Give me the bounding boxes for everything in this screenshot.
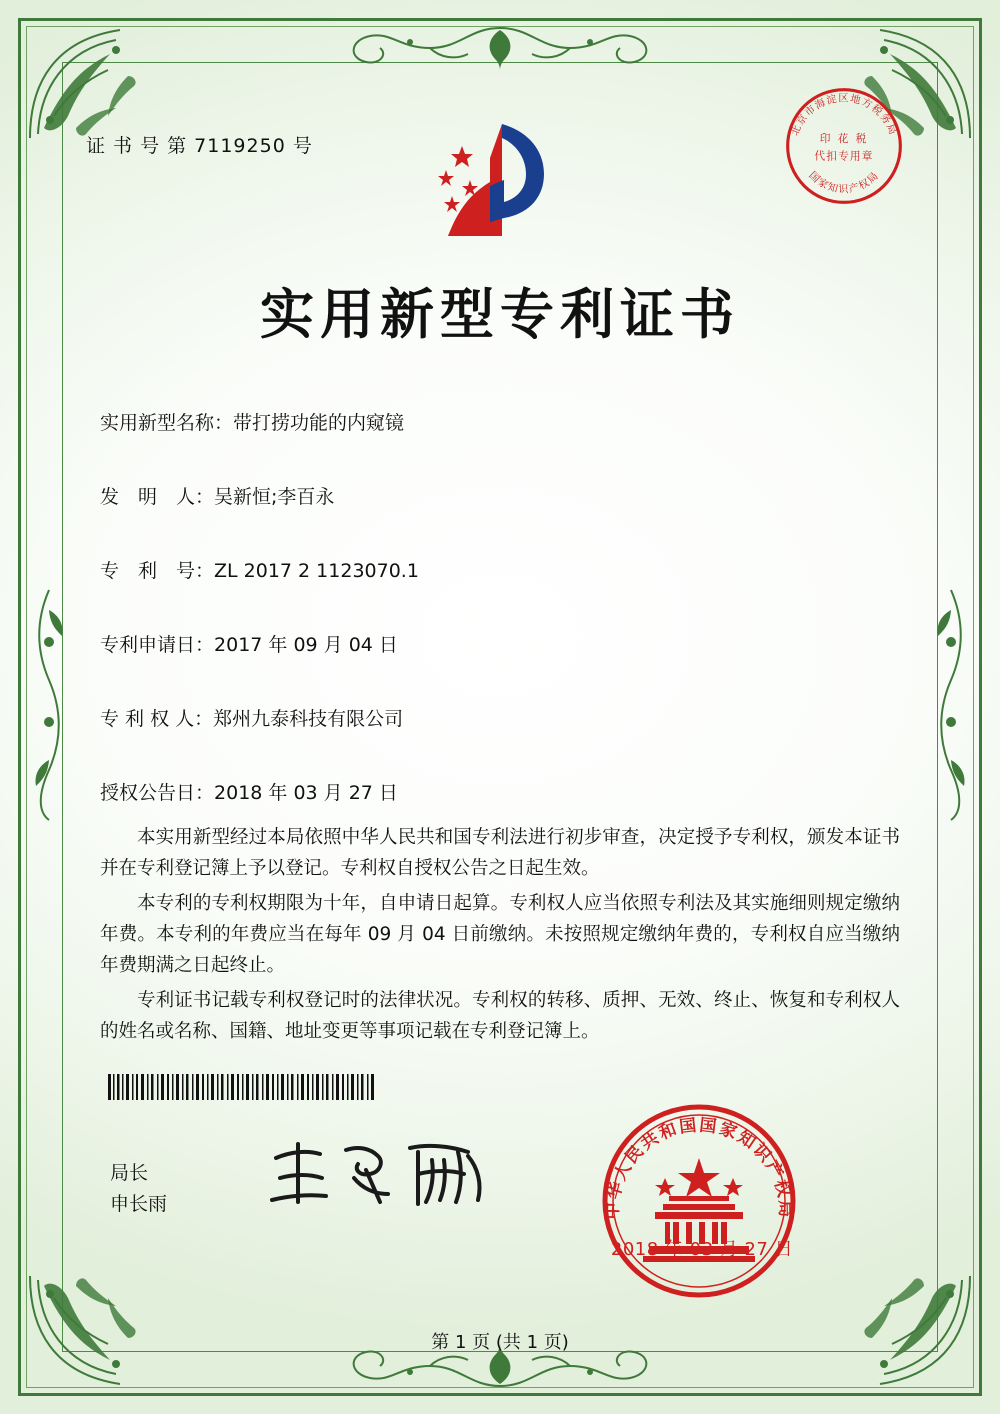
- page-number-footer: 第 1 页 (共 1 页): [431, 1332, 569, 1353]
- paragraph-term-and-fees: 本专利的专利权期限为十年，自申请日起算。专利权人应当依照专利法及其实施细则规定缴纳年费。本专利的年费应当在每年 09 月 04 日前缴纳。未按照规定缴纳年费的，专利权自应当缴纳年费期满之日起终止。: [100, 893, 900, 976]
- tax-stamp-icon: [776, 78, 912, 214]
- field-label: 发 明 人：: [100, 486, 215, 508]
- svg-text:北京市海淀区地方税务局: 北京市海淀区地方税务局: [789, 93, 899, 138]
- ornament-top: [300, 20, 700, 76]
- field-value: ZL 2017 2 1123070.1: [214, 560, 419, 582]
- handwritten-signature: [262, 1130, 492, 1220]
- svg-text:代扣专用章: 代扣专用章: [814, 149, 874, 163]
- field-label: 专利申请日：: [100, 634, 215, 656]
- field-label: 专 利 权 人：: [100, 708, 214, 730]
- legal-text: [100, 822, 900, 1051]
- field-application-date: [100, 630, 900, 657]
- field-label: 授权公告日：: [100, 782, 215, 804]
- side-ornament-right: [928, 580, 974, 830]
- barcode-icon: [108, 1074, 376, 1100]
- field-patent-number: [100, 556, 900, 583]
- paragraph-grant: 本实用新型经过本局依照中华人民共和国专利法进行初步审查，决定授予专利权，颁发本证书并在专利登记簿上予以登记。专利权自授权公告之日起生效。: [100, 827, 900, 879]
- field-value: 郑州九泰科技有限公司: [213, 708, 404, 730]
- director-title: 局长: [110, 1162, 149, 1184]
- field-patentee: [100, 704, 900, 731]
- corner-ornament-top-left: [24, 24, 144, 144]
- page-title: 实用新型专利证书: [260, 283, 740, 346]
- field-utility-model-name: [100, 408, 900, 435]
- seal-date: 2018 年 03 月 27 日: [610, 1239, 794, 1260]
- patent-logo-icon: [418, 118, 568, 248]
- svg-text:印 花 税: 印 花 税: [819, 132, 869, 146]
- side-ornament-left: [26, 580, 72, 830]
- svg-text:国家知识产权局: 国家知识产权局: [806, 170, 882, 196]
- field-value: 带打捞功能的内窥镜: [233, 412, 405, 434]
- field-value: 2017 年 09 月 04 日: [214, 634, 398, 656]
- director-name: 申长雨: [110, 1193, 168, 1215]
- director-block: [110, 1158, 167, 1220]
- field-value: 吴新恒;李百永: [214, 486, 335, 508]
- certificate-number: 证 书 号 第 7119250 号: [86, 135, 313, 157]
- field-label: 实用新型名称：: [100, 412, 234, 434]
- field-grant-announcement-date: [100, 778, 900, 805]
- field-list: [100, 408, 900, 852]
- paragraph-register: 专利证书记载专利权登记时的法律状况。专利权的转移、质押、无效、终止、恢复和专利权人的姓名或名称、国籍、地址变更等事项记载在专利登记簿上。: [100, 990, 900, 1042]
- national-seal-icon: [592, 1094, 806, 1308]
- field-inventor: [100, 482, 900, 509]
- field-value: 2018 年 03 月 27 日: [214, 782, 398, 804]
- field-label: 专 利 号：: [100, 560, 215, 582]
- svg-text:中华人民共和国国家知识产权局: 中华人民共和国国家知识产权局: [602, 1115, 796, 1220]
